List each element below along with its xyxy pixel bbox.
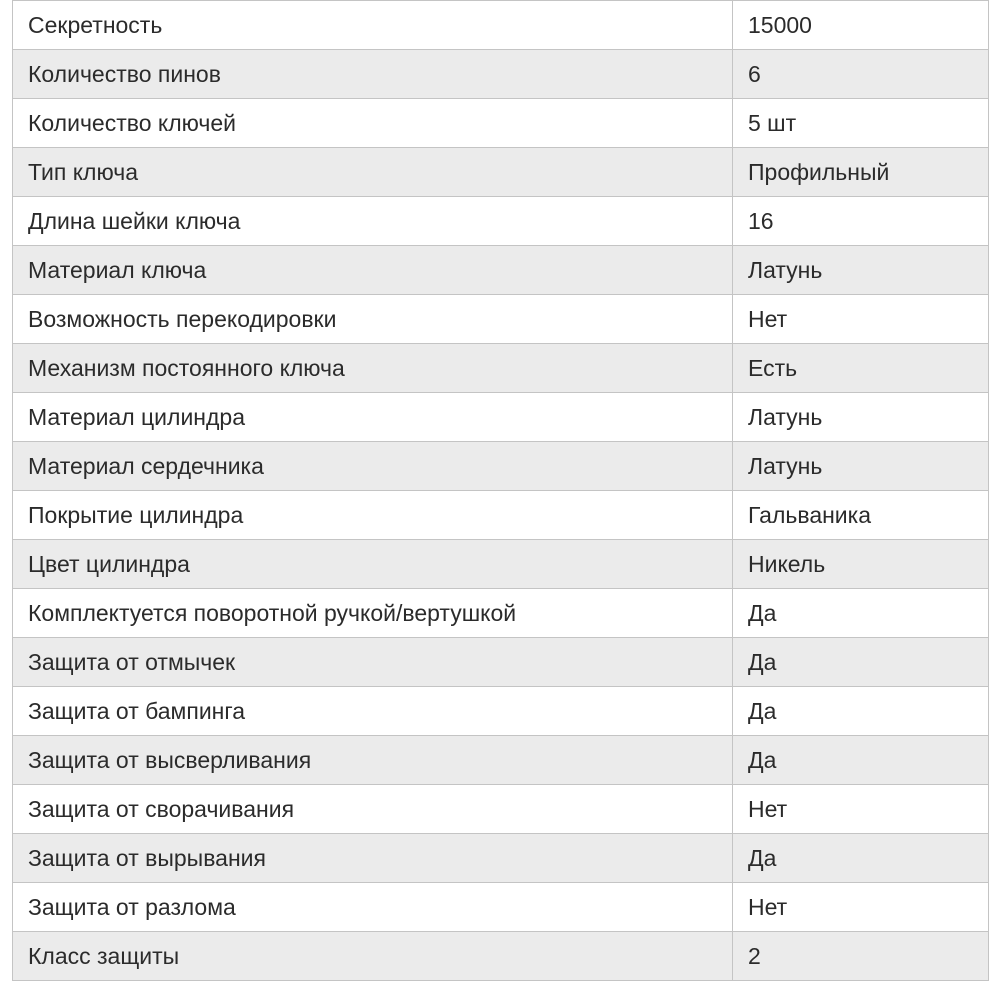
spec-value: 6 xyxy=(733,50,989,99)
table-row xyxy=(13,99,989,148)
table-row xyxy=(13,638,989,687)
spec-name: Длина шейки ключа xyxy=(13,197,733,246)
spec-value: Профильный xyxy=(733,148,989,197)
spec-value: 5 шт xyxy=(733,99,989,148)
table-row xyxy=(13,736,989,785)
table-row xyxy=(13,589,989,638)
spec-value: Латунь xyxy=(733,246,989,295)
spec-name: Защита от отмычек xyxy=(13,638,733,687)
spec-value: Гальваника xyxy=(733,491,989,540)
specs-table-body xyxy=(13,1,989,981)
spec-name: Защита от сворачивания xyxy=(13,785,733,834)
spec-value: Да xyxy=(733,589,989,638)
table-row xyxy=(13,246,989,295)
spec-value: Нет xyxy=(733,785,989,834)
spec-name: Покрытие цилиндра xyxy=(13,491,733,540)
table-row xyxy=(13,50,989,99)
spec-name: Защита от разлома xyxy=(13,883,733,932)
spec-value: 2 xyxy=(733,932,989,981)
table-row xyxy=(13,442,989,491)
table-row xyxy=(13,295,989,344)
specs-table-container xyxy=(12,0,988,981)
spec-name: Тип ключа xyxy=(13,148,733,197)
table-row xyxy=(13,687,989,736)
spec-value: Никель xyxy=(733,540,989,589)
spec-value: Да xyxy=(733,834,989,883)
spec-value: Да xyxy=(733,736,989,785)
table-row xyxy=(13,148,989,197)
table-row xyxy=(13,1,989,50)
spec-value: Нет xyxy=(733,295,989,344)
spec-name: Класс защиты xyxy=(13,932,733,981)
spec-name: Возможность перекодировки xyxy=(13,295,733,344)
spec-name: Количество пинов xyxy=(13,50,733,99)
spec-name: Материал цилиндра xyxy=(13,393,733,442)
table-row xyxy=(13,834,989,883)
table-row xyxy=(13,932,989,981)
spec-name: Цвет цилиндра xyxy=(13,540,733,589)
table-row xyxy=(13,491,989,540)
specs-table xyxy=(12,0,989,981)
spec-value: 16 xyxy=(733,197,989,246)
spec-value: Да xyxy=(733,638,989,687)
table-row xyxy=(13,393,989,442)
spec-name: Защита от высверливания xyxy=(13,736,733,785)
table-row xyxy=(13,197,989,246)
spec-value: Есть xyxy=(733,344,989,393)
spec-value: Да xyxy=(733,687,989,736)
spec-value: Нет xyxy=(733,883,989,932)
spec-name: Материал ключа xyxy=(13,246,733,295)
table-row xyxy=(13,785,989,834)
spec-name: Материал сердечника xyxy=(13,442,733,491)
table-row xyxy=(13,883,989,932)
spec-name: Защита от бампинга xyxy=(13,687,733,736)
spec-name: Защита от вырывания xyxy=(13,834,733,883)
spec-name: Секретность xyxy=(13,1,733,50)
table-row xyxy=(13,344,989,393)
spec-value: Латунь xyxy=(733,442,989,491)
spec-value: Латунь xyxy=(733,393,989,442)
table-row xyxy=(13,540,989,589)
spec-name: Механизм постоянного ключа xyxy=(13,344,733,393)
spec-name: Количество ключей xyxy=(13,99,733,148)
spec-value: 15000 xyxy=(733,1,989,50)
spec-name: Комплектуется поворотной ручкой/вертушкой xyxy=(13,589,733,638)
